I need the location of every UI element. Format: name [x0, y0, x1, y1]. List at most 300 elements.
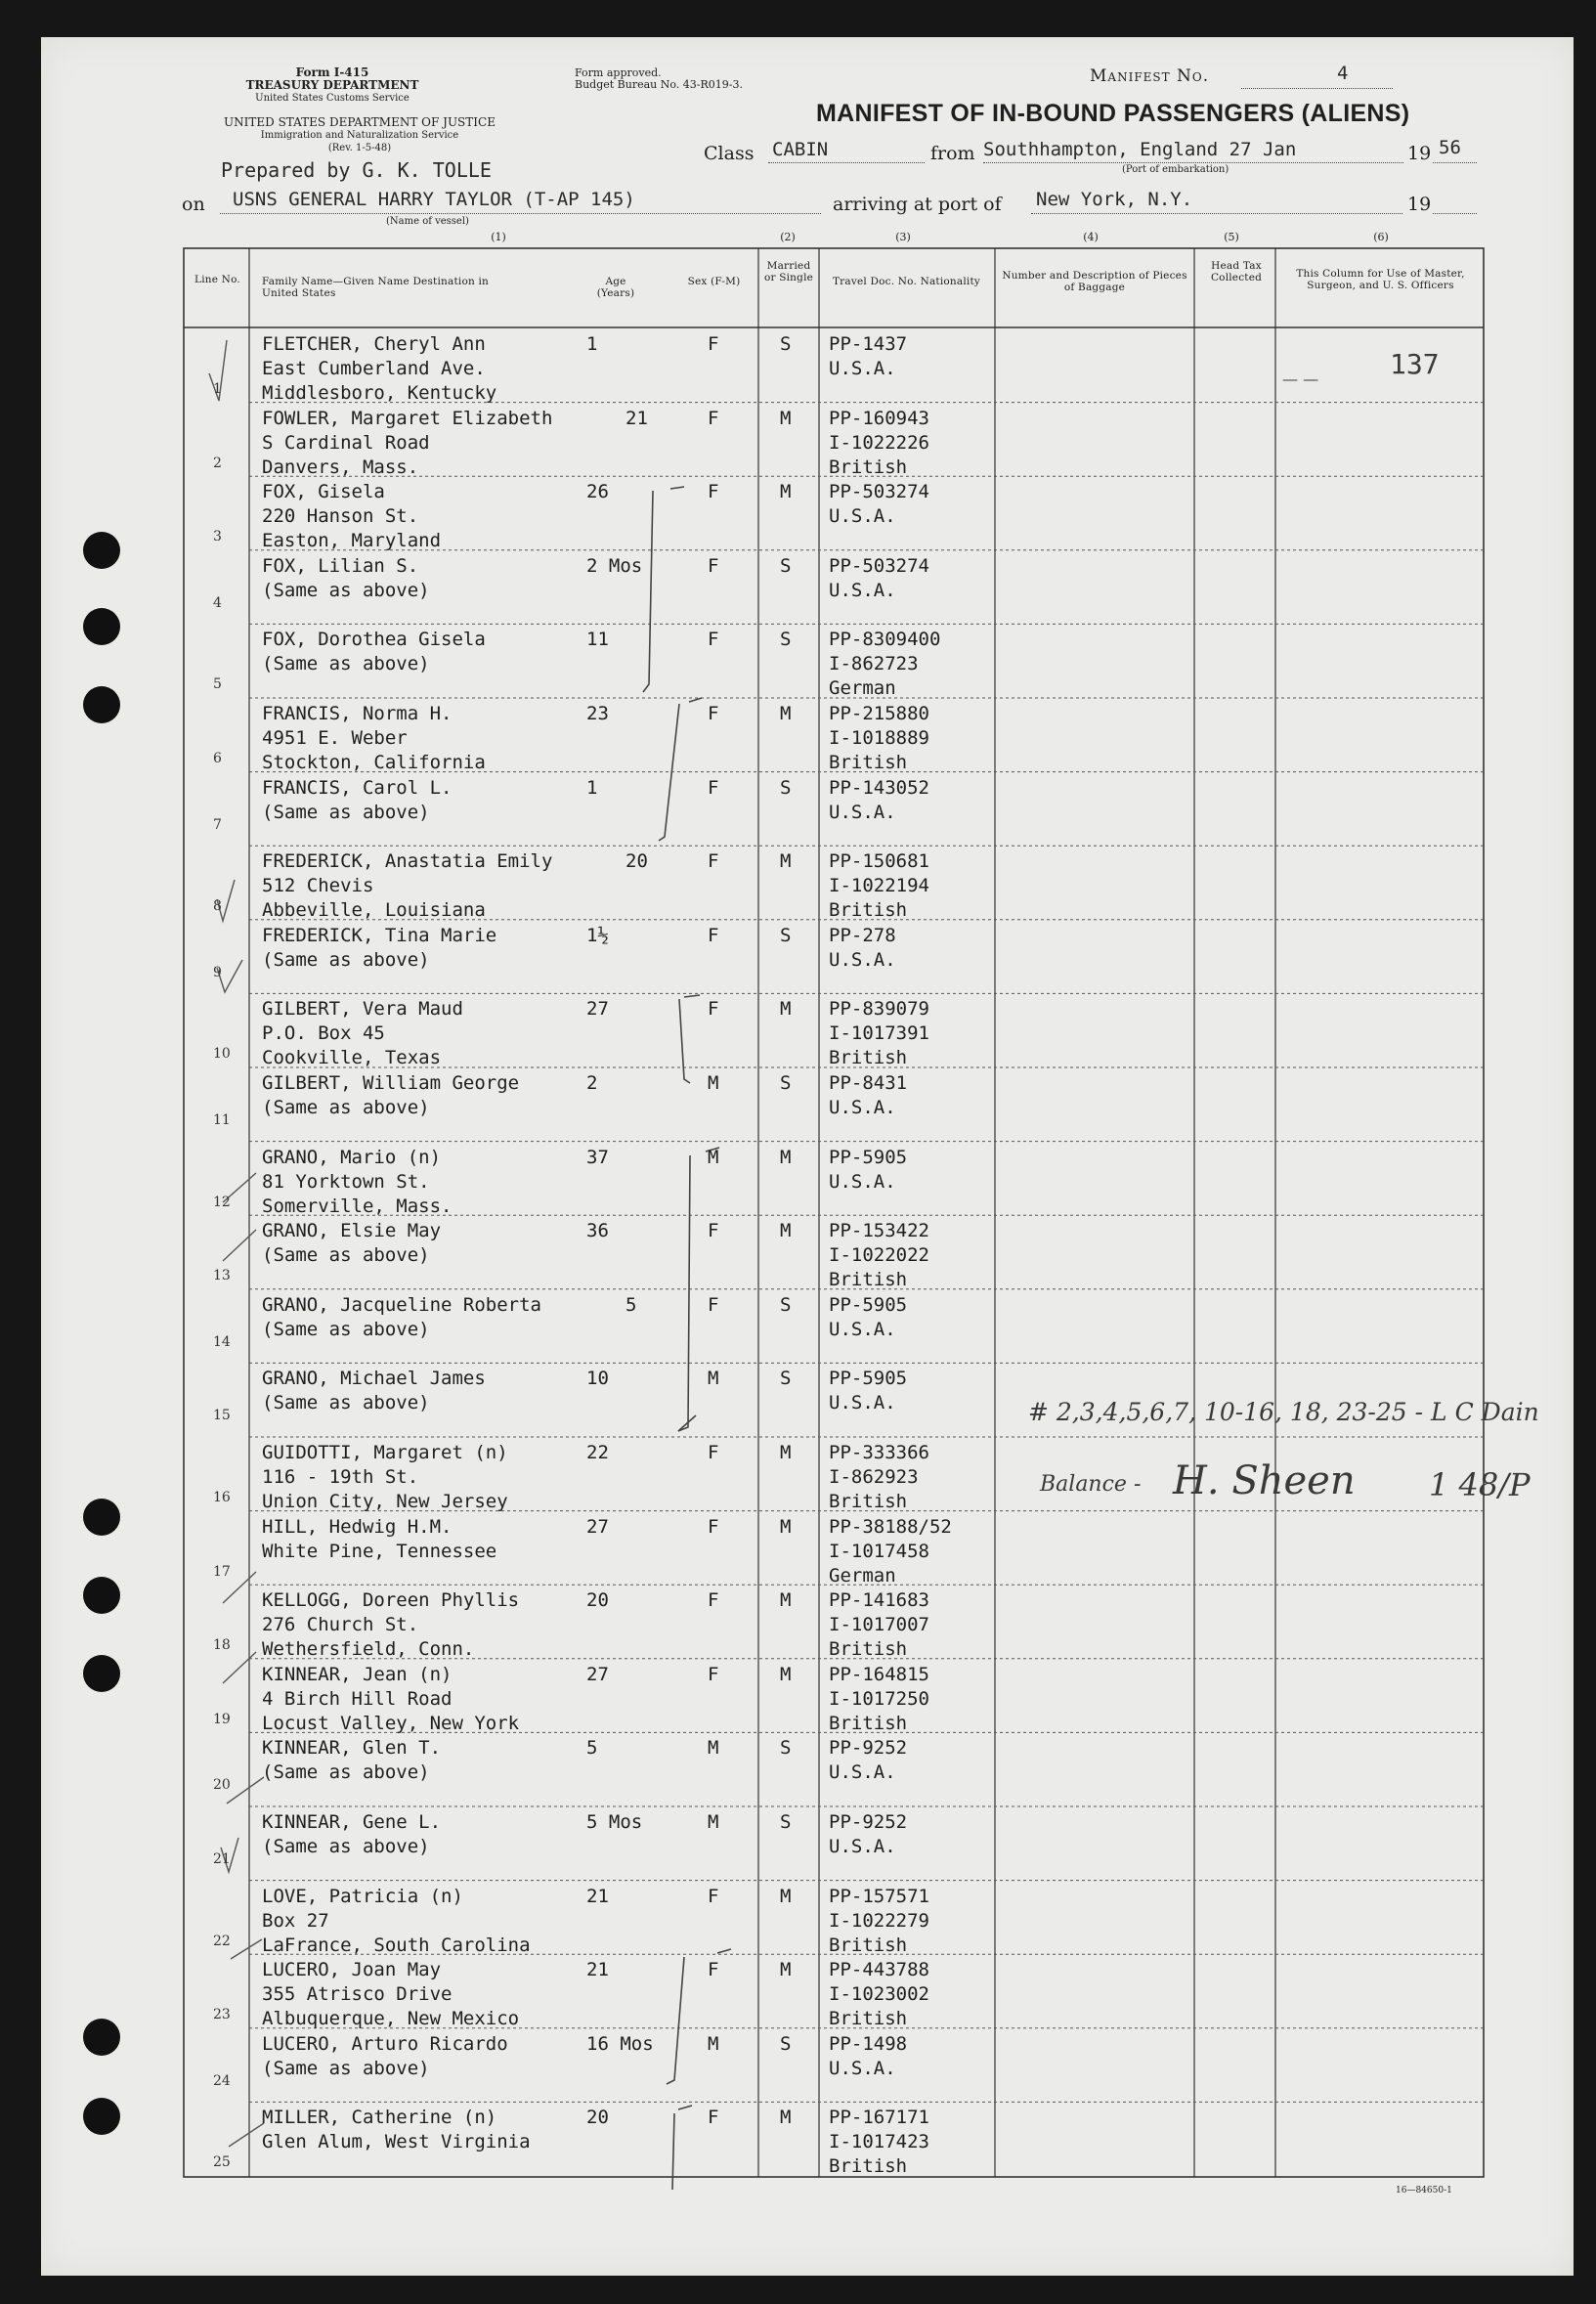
- table-row: [0, 1146, 1596, 1220]
- year-line-1: [1433, 162, 1477, 163]
- doj-block: [174, 116, 545, 154]
- year-prefix-1: 19: [1407, 143, 1432, 164]
- manifest-no-line: [1241, 88, 1393, 89]
- travel-document: PP-278: [829, 924, 896, 946]
- travel-document: PP-141683: [829, 1589, 929, 1612]
- marital-status: S: [780, 629, 792, 651]
- column-header-line: Line No.: [194, 274, 240, 285]
- age: 10: [586, 1368, 609, 1390]
- vessel-name: USNS GENERAL HARRY TAYLOR (T-AP 145): [233, 189, 635, 210]
- sex: F: [708, 554, 719, 577]
- sex: F: [708, 924, 719, 946]
- customs-service: United States Customs Service: [255, 93, 410, 104]
- marital-status: M: [780, 850, 792, 873]
- column-number-2: (2): [780, 231, 796, 243]
- destination-line: Cookville, Texas: [262, 1047, 442, 1069]
- destination-line: LaFrance, South Carolina: [262, 1934, 531, 1956]
- travel-document: PP-167171: [829, 2107, 929, 2129]
- year-line-2: [1433, 213, 1477, 214]
- nationality: British: [829, 2008, 908, 2030]
- destination-line: East Cumberland Ave.: [262, 358, 486, 379]
- officer-number: 137: [1390, 348, 1440, 380]
- embark-note: (Port of embarkation): [1122, 164, 1229, 175]
- note-line-1: # 2,3,4,5,6,7, 10-16, 18, 23-25 - L C Dain: [1028, 1398, 1539, 1426]
- sex: M: [708, 1146, 719, 1168]
- passenger-name: KINNEAR, Glen T.: [262, 1737, 442, 1760]
- age: 5 Mos: [586, 1811, 643, 1833]
- travel-document: I-1022194: [829, 875, 929, 897]
- column-header-officers: This Column for Use of Master, Surgeon, and U. S. Officers: [1296, 268, 1465, 291]
- nationality: U.S.A.: [829, 505, 896, 528]
- sex: F: [708, 1220, 719, 1242]
- line-number: 8: [213, 898, 222, 915]
- column-header-age: Age (Years): [596, 276, 635, 299]
- table-row: [0, 1515, 1596, 1589]
- marital-status: S: [780, 1368, 792, 1390]
- line-number: 5: [213, 676, 222, 693]
- age: 20: [586, 2107, 609, 2129]
- sex: F: [708, 481, 719, 503]
- marital-status: S: [780, 2032, 792, 2055]
- column-header-name: Family Name—Given Name Destination in United States: [262, 276, 489, 299]
- marital-status: M: [780, 703, 792, 724]
- destination-line: Union City, New Jersey: [262, 1491, 508, 1512]
- travel-document: PP-153422: [829, 1220, 929, 1242]
- sex: F: [708, 776, 719, 799]
- sex: F: [708, 703, 719, 724]
- travel-document: I-1022226: [829, 431, 929, 454]
- age: 37: [586, 1146, 609, 1168]
- travel-document: PP-503274: [829, 554, 929, 577]
- travel-document: PP-5905: [829, 1293, 908, 1316]
- nationality: German: [829, 1564, 896, 1587]
- destination-line: Somerville, Mass.: [262, 1195, 453, 1217]
- footer-code: 16—84650-1: [1396, 2186, 1452, 2195]
- travel-document: PP-839079: [829, 998, 929, 1021]
- sex: F: [708, 1515, 719, 1538]
- destination-line: (Same as above): [262, 1318, 430, 1340]
- table-row: [0, 1441, 1596, 1515]
- nationality: British: [829, 1712, 908, 1734]
- marital-status: M: [780, 998, 792, 1021]
- line-number: 6: [213, 751, 222, 766]
- travel-document: I-1023002: [829, 1983, 929, 2006]
- marital-status: M: [780, 1885, 792, 1907]
- arrival-line: [1031, 213, 1402, 214]
- manifest-no-value: 4: [1337, 63, 1349, 84]
- passenger-name: HILL, Hedwig H.M.: [262, 1515, 453, 1538]
- sex: M: [708, 1368, 719, 1390]
- destination-line: 116 - 19th St.: [262, 1466, 419, 1488]
- rev-label: (Rev. 1-5-48): [327, 143, 392, 153]
- travel-document: PP-9252: [829, 1737, 908, 1760]
- passenger-name: LOVE, Patricia (n): [262, 1885, 463, 1907]
- travel-document: PP-164815: [829, 1663, 929, 1685]
- sex: F: [708, 850, 719, 873]
- age: 1: [586, 333, 598, 355]
- age: 2 Mos: [586, 554, 643, 577]
- table-row: [0, 702, 1596, 776]
- form-header-block: [235, 66, 430, 105]
- table-row: [0, 1663, 1596, 1737]
- age: 27: [586, 998, 609, 1021]
- line-number: 9: [213, 964, 222, 980]
- sex: F: [708, 333, 719, 355]
- age: 23: [586, 703, 609, 724]
- marital-status: M: [780, 1663, 792, 1685]
- nationality: British: [829, 1047, 908, 1069]
- line-number: 10: [213, 1046, 231, 1063]
- destination-line: Abbeville, Louisiana: [262, 899, 486, 922]
- line-number: 4: [213, 594, 222, 611]
- line-number: 19: [213, 1711, 231, 1727]
- destination-line: (Same as above): [262, 2057, 430, 2079]
- age: 36: [586, 1220, 609, 1242]
- column-number-1: (1): [491, 231, 506, 243]
- table-row: [0, 1810, 1596, 1885]
- marital-status: M: [780, 1220, 792, 1242]
- nationality: German: [829, 677, 896, 700]
- budget-bureau: Budget Bureau No. 43-R019-3.: [575, 78, 744, 91]
- destination-line: Glen Alum, West Virginia: [262, 2131, 531, 2153]
- travel-document: I-862923: [829, 1466, 919, 1488]
- column-header-married: Married or Single: [763, 260, 814, 283]
- travel-document: I-862723: [829, 653, 919, 675]
- age: 20: [586, 1589, 609, 1612]
- nationality: U.S.A.: [829, 579, 896, 601]
- column-header-baggage: Number and Description of Pieces of Baggage: [1002, 270, 1187, 293]
- line-number: 2: [213, 455, 222, 471]
- table-row: [0, 554, 1596, 629]
- marital-status: S: [780, 333, 792, 355]
- age: 2: [586, 1072, 598, 1094]
- nationality: U.S.A.: [829, 1761, 896, 1784]
- arriving-label: arriving at port of: [833, 194, 1002, 215]
- marital-status: M: [780, 1515, 792, 1538]
- nationality: British: [829, 752, 908, 773]
- travel-document: I-1017250: [829, 1687, 929, 1710]
- marital-status: M: [780, 407, 792, 429]
- destination-line: (Same as above): [262, 1836, 430, 1857]
- manifest-title: MANIFEST OF IN-BOUND PASSENGERS (ALIENS): [816, 100, 1410, 127]
- passenger-name: FREDERICK, Anastatia Emily: [262, 850, 553, 873]
- travel-document: I-1022022: [829, 1244, 929, 1267]
- vessel-note: (Name of vessel): [386, 216, 469, 227]
- sex: M: [708, 2032, 719, 2055]
- marital-status: M: [780, 1959, 792, 1981]
- table-row: [0, 776, 1596, 850]
- passenger-name: KINNEAR, Gene L.: [262, 1811, 442, 1833]
- table-row: [0, 2106, 1596, 2180]
- passenger-name: GRANO, Jacqueline Roberta: [262, 1293, 541, 1316]
- passenger-name: KELLOGG, Doreen Phyllis: [262, 1589, 520, 1612]
- age: 21: [586, 1885, 609, 1907]
- passenger-name: FOX, Dorothea Gisela: [262, 629, 486, 651]
- table-row: [0, 480, 1596, 554]
- age: 26: [586, 481, 609, 503]
- line-number: 17: [213, 1563, 231, 1580]
- class-label: Class: [704, 143, 755, 164]
- passenger-name: LUCERO, Joan May: [262, 1959, 442, 1981]
- arrival-port: New York, N.Y.: [1036, 189, 1193, 210]
- table-row: [0, 407, 1596, 481]
- line-number: 3: [213, 529, 222, 545]
- nationality: British: [829, 1934, 908, 1956]
- destination-line: Danvers, Mass.: [262, 456, 419, 478]
- table-row: [0, 1071, 1596, 1146]
- table-row: [0, 628, 1596, 702]
- sex: F: [708, 1589, 719, 1612]
- nationality: U.S.A.: [829, 948, 896, 971]
- table-row: [0, 849, 1596, 924]
- year-prefix-2: 19: [1407, 194, 1432, 215]
- travel-document: PP-333366: [829, 1442, 929, 1463]
- travel-document: PP-503274: [829, 481, 929, 503]
- line-number: 23: [213, 2007, 231, 2023]
- destination-line: P.O. Box 45: [262, 1022, 385, 1045]
- destination-line: White Pine, Tennessee: [262, 1540, 497, 1562]
- age: 16 Mos: [586, 2032, 654, 2055]
- line-number: 1: [213, 381, 222, 397]
- line-number: 7: [213, 816, 222, 833]
- from-label: from: [930, 143, 975, 164]
- destination-line: 276 Church St.: [262, 1614, 419, 1636]
- table-row: [0, 997, 1596, 1071]
- sex: F: [708, 1293, 719, 1316]
- treasury-dept: TREASURY DEPARTMENT: [245, 78, 419, 92]
- column-header-travel: Travel Doc. No. Nationality: [832, 276, 981, 287]
- table-row: [0, 1958, 1596, 2032]
- line-number: 24: [213, 2072, 231, 2089]
- class-line: [768, 162, 925, 163]
- marital-status: M: [780, 1589, 792, 1612]
- table-row: [0, 1885, 1596, 1959]
- destination-line: (Same as above): [262, 801, 430, 823]
- destination-line: Albuquerque, New Mexico: [262, 2008, 520, 2030]
- line-number: 12: [213, 1194, 231, 1210]
- sex: M: [708, 1737, 719, 1760]
- destination-line: Middlesboro, Kentucky: [262, 382, 497, 404]
- line-number: 22: [213, 1933, 231, 1949]
- nationality: U.S.A.: [829, 2057, 896, 2079]
- passenger-name: FREDERICK, Tina Marie: [262, 924, 497, 946]
- destination-line: Easton, Maryland: [262, 530, 442, 552]
- destination-line: (Same as above): [262, 1761, 430, 1784]
- line-number: 16: [213, 1490, 231, 1505]
- sex: F: [708, 407, 719, 429]
- age: 27: [586, 1663, 609, 1685]
- passenger-name: FOWLER, Margaret Elizabeth: [262, 407, 553, 429]
- destination-line: 81 Yorktown St.: [262, 1170, 430, 1193]
- passenger-name: GRANO, Elsie May: [262, 1220, 442, 1242]
- travel-document: I-1022279: [829, 1909, 929, 1932]
- line-number: 21: [213, 1851, 231, 1867]
- travel-document: I-1018889: [829, 727, 929, 749]
- age: 1: [586, 776, 598, 799]
- travel-document: PP-8309400: [829, 629, 941, 651]
- travel-document: PP-143052: [829, 776, 929, 799]
- class-value: CABIN: [772, 139, 829, 160]
- nationality: British: [829, 1269, 908, 1291]
- age: 5: [625, 1293, 637, 1316]
- officer-dash: — —: [1282, 370, 1319, 388]
- column-number-3: (3): [895, 231, 911, 243]
- line-number: 15: [213, 1408, 231, 1424]
- vessel-line: [220, 213, 821, 214]
- passenger-name: FOX, Lilian S.: [262, 554, 419, 577]
- year-value-1: 56: [1439, 137, 1461, 158]
- nationality: British: [829, 1491, 908, 1512]
- nationality: U.S.A.: [829, 1170, 896, 1193]
- on-label: on: [182, 194, 205, 215]
- table-row: [0, 1736, 1596, 1810]
- destination-line: Stockton, California: [262, 752, 486, 773]
- age: 20: [625, 850, 648, 873]
- form-number: Form I-415: [295, 65, 369, 79]
- marital-status: S: [780, 1811, 792, 1833]
- destination-line: S Cardinal Road: [262, 431, 430, 454]
- marital-status: M: [780, 2107, 792, 2129]
- passenger-name: GRANO, Mario (n): [262, 1146, 442, 1168]
- line-number: 13: [213, 1268, 231, 1284]
- passenger-name: GRANO, Michael James: [262, 1368, 486, 1390]
- column-number-6: (6): [1373, 231, 1389, 243]
- travel-document: PP-38188/52: [829, 1515, 952, 1538]
- nationality: U.S.A.: [829, 1836, 896, 1857]
- passenger-name: GUIDOTTI, Margaret (n): [262, 1442, 508, 1463]
- travel-document: PP-1498: [829, 2032, 908, 2055]
- sex: F: [708, 1442, 719, 1463]
- marital-status: S: [780, 554, 792, 577]
- travel-document: I-1017423: [829, 2131, 929, 2153]
- destination-line: 4 Birch Hill Road: [262, 1687, 453, 1710]
- sex: M: [708, 1811, 719, 1833]
- nationality: U.S.A.: [829, 801, 896, 823]
- travel-document: PP-8431: [829, 1072, 908, 1094]
- age: 21: [625, 407, 648, 429]
- table-row: [0, 332, 1596, 407]
- sex: F: [708, 629, 719, 651]
- marital-status: M: [780, 1146, 792, 1168]
- destination-line: Wethersfield, Conn.: [262, 1638, 475, 1661]
- from-line: [983, 162, 1403, 163]
- column-number-5: (5): [1224, 231, 1239, 243]
- passenger-name: KINNEAR, Jean (n): [262, 1663, 453, 1685]
- destination-line: (Same as above): [262, 1097, 430, 1118]
- passenger-name: FRANCIS, Carol L.: [262, 776, 453, 799]
- table-row: [0, 1293, 1596, 1368]
- marital-status: S: [780, 1293, 792, 1316]
- travel-document: I-1017391: [829, 1022, 929, 1045]
- prepared-by: Prepared by G. K. TOLLE: [221, 158, 492, 182]
- line-number: 14: [213, 1333, 231, 1350]
- destination-line: 4951 E. Weber: [262, 727, 408, 749]
- destination-line: (Same as above): [262, 1244, 430, 1267]
- marital-status: S: [780, 924, 792, 946]
- destination-line: 220 Hanson St.: [262, 505, 419, 528]
- nationality: U.S.A.: [829, 1097, 896, 1118]
- marital-status: M: [780, 1442, 792, 1463]
- destination-line: 512 Chevis: [262, 875, 374, 897]
- from-value: Southhampton, England 27 Jan: [983, 139, 1297, 160]
- manifest-no-label: Manifest No.: [1090, 66, 1210, 86]
- doj-label: UNITED STATES DEPARTMENT OF JUSTICE: [224, 115, 496, 129]
- travel-document: PP-9252: [829, 1811, 908, 1833]
- destination-line: Locust Valley, New York: [262, 1712, 520, 1734]
- destination-line: (Same as above): [262, 1392, 430, 1414]
- table-row: [0, 924, 1596, 998]
- destination-line: (Same as above): [262, 653, 430, 675]
- travel-document: PP-215880: [829, 703, 929, 724]
- column-number-4: (4): [1083, 231, 1099, 243]
- note-signature: H. Sheen: [1173, 1458, 1356, 1503]
- travel-document: PP-1437: [829, 333, 908, 355]
- nationality: British: [829, 456, 908, 478]
- marital-status: S: [780, 1072, 792, 1094]
- sex: F: [708, 2107, 719, 2129]
- travel-document: PP-5905: [829, 1368, 908, 1390]
- destination-line: (Same as above): [262, 948, 430, 971]
- line-number: 11: [213, 1112, 231, 1128]
- table-row: [0, 2032, 1596, 2107]
- column-header-sex: Sex (F-M): [687, 276, 741, 287]
- ins-label: Immigration and Naturalization Service: [260, 130, 459, 141]
- note-fraction: 1 48/P: [1429, 1466, 1531, 1503]
- marital-status: S: [780, 776, 792, 799]
- travel-document: PP-5905: [829, 1146, 908, 1168]
- destination-line: (Same as above): [262, 579, 430, 601]
- table-row: [0, 1219, 1596, 1293]
- age: 1½: [586, 924, 609, 946]
- travel-document: I-1017007: [829, 1614, 929, 1636]
- passenger-name: GILBERT, William George: [262, 1072, 520, 1094]
- form-approved: Form approved.: [575, 66, 662, 79]
- destination-line: Box 27: [262, 1909, 329, 1932]
- nationality: U.S.A.: [829, 1318, 896, 1340]
- travel-document: PP-150681: [829, 850, 929, 873]
- passenger-name: GILBERT, Vera Maud: [262, 998, 463, 1021]
- sex: F: [708, 998, 719, 1021]
- destination-line: 355 Atrisco Drive: [262, 1983, 453, 2006]
- age: 11: [586, 629, 609, 651]
- marital-status: S: [780, 1737, 792, 1760]
- travel-document: PP-160943: [829, 407, 929, 429]
- passenger-name: FLETCHER, Cheryl Ann: [262, 333, 486, 355]
- table-row: [0, 1588, 1596, 1663]
- nationality: U.S.A.: [829, 358, 896, 379]
- line-number: 18: [213, 1637, 231, 1654]
- passenger-name: MILLER, Catherine (n): [262, 2107, 497, 2129]
- nationality: British: [829, 899, 908, 922]
- passenger-name: FOX, Gisela: [262, 481, 385, 503]
- nationality: U.S.A.: [829, 1392, 896, 1414]
- sex: M: [708, 1072, 719, 1094]
- sex: F: [708, 1663, 719, 1685]
- travel-document: PP-443788: [829, 1959, 929, 1981]
- travel-document: I-1017458: [829, 1540, 929, 1562]
- age: 21: [586, 1959, 609, 1981]
- nationality: British: [829, 1638, 908, 1661]
- nationality: British: [829, 2155, 908, 2178]
- column-header-tax: Head Tax Collected: [1210, 260, 1263, 283]
- age: 22: [586, 1442, 609, 1463]
- line-number: 20: [213, 1777, 231, 1794]
- passenger-name: LUCERO, Arturo Ricardo: [262, 2032, 508, 2055]
- marital-status: M: [780, 481, 792, 503]
- passenger-name: FRANCIS, Norma H.: [262, 703, 453, 724]
- travel-document: PP-157571: [829, 1885, 929, 1907]
- age: 27: [586, 1515, 609, 1538]
